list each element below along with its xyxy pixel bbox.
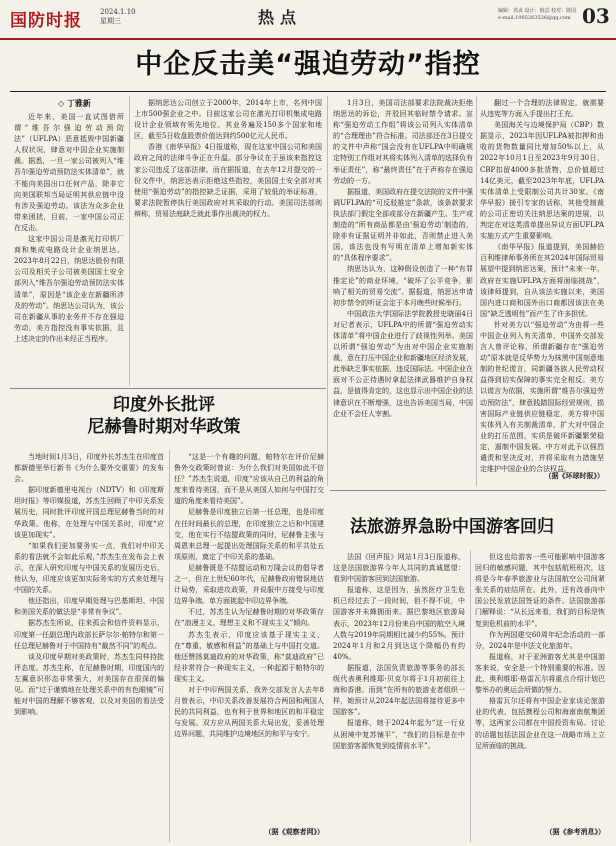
issue-date: [100, 8, 136, 26]
main-headline: 中企反击美“强迫劳动”指控: [135, 49, 481, 80]
date-text: 2024.1.10: [100, 8, 136, 16]
main-paragraph: 据纳思达公司创立于2000年，2014年上市，名列中国上市500强企业之中。目前这家公司在激光打印机集成电路设计企业领域有领先地位。其业务遍及150多个国家和地区，截至5日收盘股票价值达到约500亿元人民币。: [134, 99, 322, 141]
story2-signature: （据《观察者网》）: [264, 827, 324, 836]
main-paragraph: 近年来，美国一直试图借所谓“维吾尔强迫劳动预防法”（UFLPA）恶意抵毁中国新疆人权状况，肆意对中国企业实施制裁。据悉，一旦一家公司被列入“维吾尔强迫劳动预防法实体清单”，就不能向美国出口任何产品，除非它向美国联邦当局证明其供应链中没有涉及强迫劳动。该法为众多企业带来困扰，目前，一家中国公司正在反击。: [14, 113, 124, 232]
headline-rule: [10, 91, 606, 92]
story3-paragraph: 报道称，这是因为，虽然医疗卫生危机已经过去了一段时间，但不得不说，中国游客并未蜂拥而来。据巴黎地区旅游局表示，2023年12月份来自中国的航空入境人数与2019年同期相比减少约55%。预计2024年1月和2月到达这个降幅仍有约40%。: [333, 586, 465, 661]
column-divider: [327, 96, 328, 486]
masthead: [0, 0, 616, 40]
story2-headline: [14, 394, 314, 438]
main-col-3: [333, 98, 473, 428]
main-paragraph: 中国政法大学国际法学院教授史晓丽4日对记者表示，UFLPA中的所谓“强迫劳动实体清单”将中国企业进行了歧视性列举。美国以所谓“强迫劳动”为由对中国企业实施制裁，意在打压中国企业和新疆地区经济发展，此举缺乏事实依据，违反国际法。中国企业在面对不公正待遇时拿起法律武器维护自身权益，是值得肯定的，这也显示出中国企业的法律意识在不断增强，这也告诉美国当局，中国企业不会任人宰割。: [333, 309, 473, 418]
newspaper-logo: 国防时报: [10, 11, 82, 31]
story2-signature-box: [174, 826, 324, 838]
story3-signature-box: [475, 826, 605, 838]
story3-headline: 法旅游界急盼中国游客回归: [350, 517, 554, 537]
story3-paragraph: 报道称，她于2024年起为“这一行业从困境中复苏铺平”，“我们的目标是在中国旅游客源恢复到疫情前水平”。: [333, 719, 465, 750]
byline: ◇ 丁雅新: [58, 98, 91, 108]
story2-paragraph: “如果我们更加要务实一点，我们对中印关系的看法就不会如此乐观，”苏杰生在发布会上表示，在深入研究印度与中国关系的发展历史后，他认为，印度应该更加实际务实的方式来处理与中国的关系。: [14, 541, 164, 595]
column-divider: [476, 96, 477, 486]
main-col-1: [14, 112, 124, 384]
story3-signature: （据《参考消息》）: [545, 827, 605, 836]
story2-paragraph: 谈及印度早期对美政策时，苏杰生同样持批评态度。苏杰生称，在尼赫鲁时期，印度国内的左翼意识形态非常强大，对美国存在很深的偏见。而“过于谨慎地在处理关系中的有色眼镜”可能对中国的理解不够客观，以及对美国的看法受到影响。: [14, 652, 164, 717]
main-col-2: [134, 98, 322, 384]
story3-paragraph: 报道称，对于亚洲游客尤其是中国游客来说，安全是一个特别重要的标准。因此，奥利维耶·格雷瓦尔将重点介绍计划巴黎举办的奥运会所做的努力。: [475, 652, 605, 695]
main-paragraph: 针对美方以“强迫劳动”为由将一些中国企业列入有关清单，中国外交部发言人曾评论称，所谓新疆存在“强迫劳动”原本就是反华势力为抹黑中国刻意炮制的世纪谎言，同新疆各族人民劳动权益得到切实保障的事实完全相反。美方以谎言为依据，实施所谓“维吾尔强迫劳动预防法”，肆意践踏国际经贸规则，损害国际产业链供应链稳定，美方将中国实体列入有关制裁清单，扩大对中国企业的打压范围，实质是破坏新疆繁荣稳定，遏制中国发展。中方对此予以强烈谴责和坚决反对，并将采取有力措施坚定维护中国企业的合法权益。: [480, 320, 604, 474]
story3-paragraph: 作为两国建交60周年纪念活动的一部分，2024年是中法文化旅游年。: [475, 630, 605, 650]
editor-credits: [498, 8, 578, 22]
story2-paragraph: 他还指出，印度早期处理与巴基斯坦、中国和美国关系的做法是“非常有争议”。: [14, 597, 164, 617]
email-text: e-mail:1985263526@qq.com: [498, 15, 571, 21]
story2-paragraph: 苏杰生表示，印度应该基于现实主义，在“尊重、敏感和利益”的基础上与中国打交道。他还赞扬莫迪政府的对华政策，称“莫迪政府”已经非常符合一种现实主义，一种起源于帕特尔的现实主义。: [174, 630, 324, 683]
main-paragraph: 据报道，美国政府在提交法院的文件中强调UFLPA的“可反驳推定”条款，该条款要求执法部门假定全部或部分在新疆产生、生产或制造的“所有商品都是由‘强迫劳动’制造的，除非有证据证明并非如此，否则禁止进入美国，该法也没有写明在清单上增加新实体的“具体程序要求”。: [333, 187, 473, 263]
column-divider: [129, 96, 130, 386]
editors-text: 编辑：邓贞 设计：韩芸 校对：陈园: [498, 8, 577, 14]
column-divider: [470, 550, 471, 842]
weekday-text: 星期三: [100, 17, 121, 25]
story2-title-line2: 尼赫鲁时期对华政策: [87, 417, 241, 437]
main-paragraph: 翻过一个合理的法律规定，就需要从违宪等方面入手提出打王充。: [480, 99, 604, 119]
story2-paragraph: “这是一个有趣的问题，帕特尔在评价尼赫鲁外交政策时曾说：为什么我们对美国如此不信任？”苏杰生说道，印度“应该从自己的利益的角度来看待美国，而不是从美国人如何与中国打交道的角度来看待美国”。: [174, 453, 324, 506]
main-paragraph: 1月3日，美国司法部要求法院裁决拒绝纳思达的诉讼，并驳回其临时禁令请求。宣称“强迫劳动工作组”将该公司列入实体清单的“合理理由”符合标准。司法部还在3日提交的文件中声称“国会没有在UFLPA中明确规定特别工作组对其将实体列入清单的选择负有举证责任”，称“最终责任”在于声称存在强迫劳动的一方。: [333, 99, 473, 185]
story2-paragraph: 据印度新德里电视台（NDTV）和《印度斯坦时报》等印媒报道，苏杰生回顾了中印关系发展历史，同时批评印度开国总理尼赫鲁当时的对华政策。他称，在处理与中国关系时，印度“应该更加现实”。: [14, 486, 164, 539]
story3-paragraph: 法国《回声报》网站1月3日报道称，这是法国旅游界今年人共同的真诚愿望：看到中国游客回到法国旅游。: [333, 553, 465, 584]
story2-col-2: [174, 452, 324, 824]
main-paragraph: 纳思达认为，这种假设创造了一种“有罪推定论”的商业环境，“破坏了公平竞争，影响了相关的贸易交流”。据报道，纳思达申请初步禁令的听证会定于本月晚些时候举行。: [333, 265, 473, 307]
main-paragraph: 《南华早报》报道提到，美国赫伯百利维律师事务所在其2024年国际贸易展望中提到纳思达案，预计“未来一年，政府在实施UFLPA方面将面临挑战”，该律师提到，自从该法实施以来，美国国内进口商和国外出口商都因该法在美国“缺乏透明性”而产生了许多担忧。: [480, 243, 604, 318]
story-divider: [10, 388, 326, 389]
story3-col-1: [333, 552, 465, 840]
story2-paragraph: 对于中印两国关系，我外交部发言人去年8月曾表示，中印关系改善发展符合两国和两国人民的共同利益，也有利于世界和地区的和平稳定与发展。双方应从两国关系大局出发，妥善处理边界问题，共同维护边境地区的和平与安宁。: [174, 685, 324, 739]
main-paragraph: 香港《南华早报》4日报道称，现在这家中国公司和美国政府之间的法律斗争正在升温。部分争议在于虽该来指控这家公司违反了这部法律。而在据报道，在去年12月提交的一份文件中，纳思达表示拒绝这些指控，美国国土安全部对其使用“强迫劳动”的指控缺乏证据，采用了较低的举证标准，要求法院暂停执行美国政府对其采取的行动。美国司法部则辩称，贸易法庭缺乏就此事作出裁决的权力。: [134, 143, 322, 218]
story3-paragraph: 但这也给游客一些可能影响中国游客回归的敏感问题，其中包括航班班次，这将是今年春季旅游业与法国航空公司间紧张关系的症结所在。此外，还有改善向中国公民发放法国签证的条件。法国旅游部门解释说：“从长远来看，我们的目标是恢复到危机前的水平”。: [475, 553, 605, 628]
main-paragraph: 这家中国公司是激光打印机厂商和集成电路设计企业纳思达。2023年8月22日，纳思达股份有限公司及相关子公司被美国国土安全部列入“维吾尔强迫劳动预防法实体清单”，原因是“该企业在新疆所涉及的劳动”。纳思达公司认为，该公司在新疆从事的业务并不存在强迫劳动，美方指控没有事实依据，且上述决定的作出未经正当程序。: [14, 235, 124, 343]
author-name: 丁雅新: [66, 98, 91, 108]
story-divider: [330, 490, 606, 491]
story2-paragraph: 不过，苏杰生认为尼赫鲁时期的对华政策存在“浪漫主义、理想主义和不现实主义”倾向。: [174, 608, 324, 628]
main-signature: （据《环球时报》）: [544, 471, 604, 480]
main-paragraph: 美国海关与边境保护局（CBP）数据显示，2023年因UFLPA被扣押和由收的货物数量同比增加50%以上，从2022年10月1日至2023年9月30日，CBP扣留4000多批货物，总价值超过14亿美元，截至2023年年底，UFLPA实体清单上受限制公司共计30家。《南华早报》援引专家的话称，其他受制裁的公司正密切关注纳思达案的进展，以判定在对这类清单提出异议方面UFLPA实施方式产生重要影响。: [480, 121, 604, 241]
story3-paragraph: 格雷瓦尔还将有中国企业家谈论旅游业的代表，包括携程公司和海南南航集团等，这两家公司都在中国投资布局。讨论的话题包括法国企业在这一战略市场上立足所面临的挑战。: [475, 697, 605, 750]
main-col-4: [480, 98, 604, 474]
story2-paragraph: 尼赫鲁既是不结盟运动和万隆会议的倡导者之一，但在上世纪60年代，尼赫鲁政府错误地估计局势，采取进攻政策，并说服中方接受与印度边界争端。单方面挑起中印边界争端。: [174, 563, 324, 606]
story2-title-line1: 印度外长批评: [113, 395, 215, 415]
page-number: 03: [582, 4, 610, 28]
story2-paragraph: 据苏杰生所说，往来孤会和信件资料显示，印度第一任副总理内政部长萨尔尔·帕特尔和第一任总理尼赫鲁对于中国持有“截然不同”的观点。: [14, 619, 164, 650]
story3-col-2: [475, 552, 605, 824]
story2-paragraph: 尼赫鲁是印度独立后第一任总理，也是印度在任时间最长的总理，在印度独立之后和中国建交，他在实行不结盟政策的同时，尼赫鲁主张与周恩来总理一起提出处理国际关系的和平共处五项原则，奠定了中印关系的基础。: [174, 508, 324, 561]
story3-paragraph: 据报道，法国负责旅游等事务的部长级代表奥利维耶·贝克尔将于1月初前往上海和香港。而到“在所有的旅游业者组织一样，她预计从2024年起法国将接待更多中国游客”。: [333, 663, 465, 717]
story2-paragraph: 当地时间1月3日，印度外长苏杰生在印度首都新德里举行新书《为什么要外交重要》的发布会。: [14, 453, 164, 484]
main-signature-box: [480, 470, 604, 482]
story2-col-1: [14, 452, 164, 840]
column-divider: [169, 450, 170, 842]
section-title: 热点: [258, 8, 303, 27]
